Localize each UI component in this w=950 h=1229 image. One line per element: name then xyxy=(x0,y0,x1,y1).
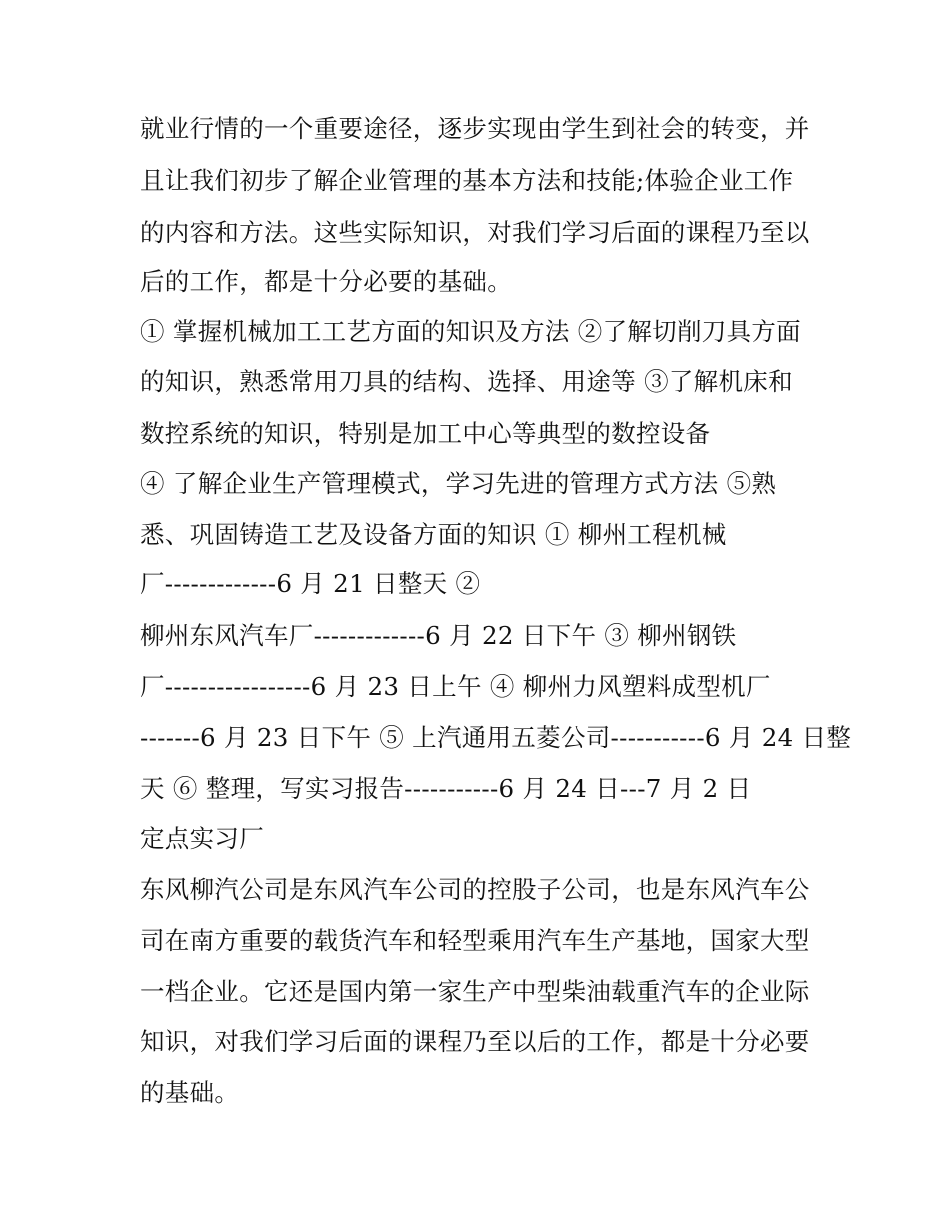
text-line: 一档企业。它还是国内第一家生产中型柴油载重汽车的企业际 xyxy=(140,977,810,1006)
text-line: 天 ⑥ 整理，写实习报告-----------6 月 24 日---7 月 2 日 xyxy=(140,774,752,803)
text-line: ① 掌握机械加工工艺方面的知识及方法 ②了解切削刀具方面 xyxy=(140,317,801,346)
text-line: 后的工作，都是十分必要的基础。 xyxy=(140,267,512,296)
text-line: 数控系统的知识，特别是加工中心等典型的数控设备 xyxy=(140,419,711,448)
text-line: 且让我们初步了解企业管理的基本方法和技能;体验企业工作 xyxy=(140,166,794,195)
text-line: 的知识，熟悉常用刀具的结构、选择、用途等 ③了解机床和 xyxy=(140,367,793,396)
text-line: 厂-----------------6 月 23 日上午 ④ 柳州力风塑料成型机厂 xyxy=(140,672,771,701)
text-line: -------6 月 23 日下午 ⑤ 上汽通用五菱公司-----------6 月 24 日整 xyxy=(140,723,852,752)
text-line: 柳州东风汽车厂-------------6 月 22 日下午 ③ 柳州钢铁 xyxy=(140,621,737,650)
text-line: 就业行情的一个重要途径，逐步实现由学生到社会的转变，并 xyxy=(140,114,810,143)
text-line: 悉、巩固铸造工艺及设备方面的知识 ① 柳州工程机械 xyxy=(140,520,727,549)
text-line: 知识，对我们学习后面的课程乃至以后的工作，都是十分必要 xyxy=(140,1027,810,1056)
text-line: 司在南方重要的载货汽车和轻型乘用汽车生产基地，国家大型 xyxy=(140,926,810,955)
text-line: 的基础。 xyxy=(140,1078,240,1107)
text-line: 东风柳汽公司是东风汽车公司的控股子公司，也是东风汽车公 xyxy=(140,875,810,904)
text-line: 的内容和方法。这些实际知识，对我们学习后面的课程乃至以 xyxy=(140,218,810,247)
text-line: 厂-------------6 月 21 日整天 ② xyxy=(140,569,481,598)
text-line: ④ 了解企业生产管理模式，学习先进的管理方式方法 ⑤熟 xyxy=(140,469,777,498)
text-line: 定点实习厂 xyxy=(140,824,264,853)
